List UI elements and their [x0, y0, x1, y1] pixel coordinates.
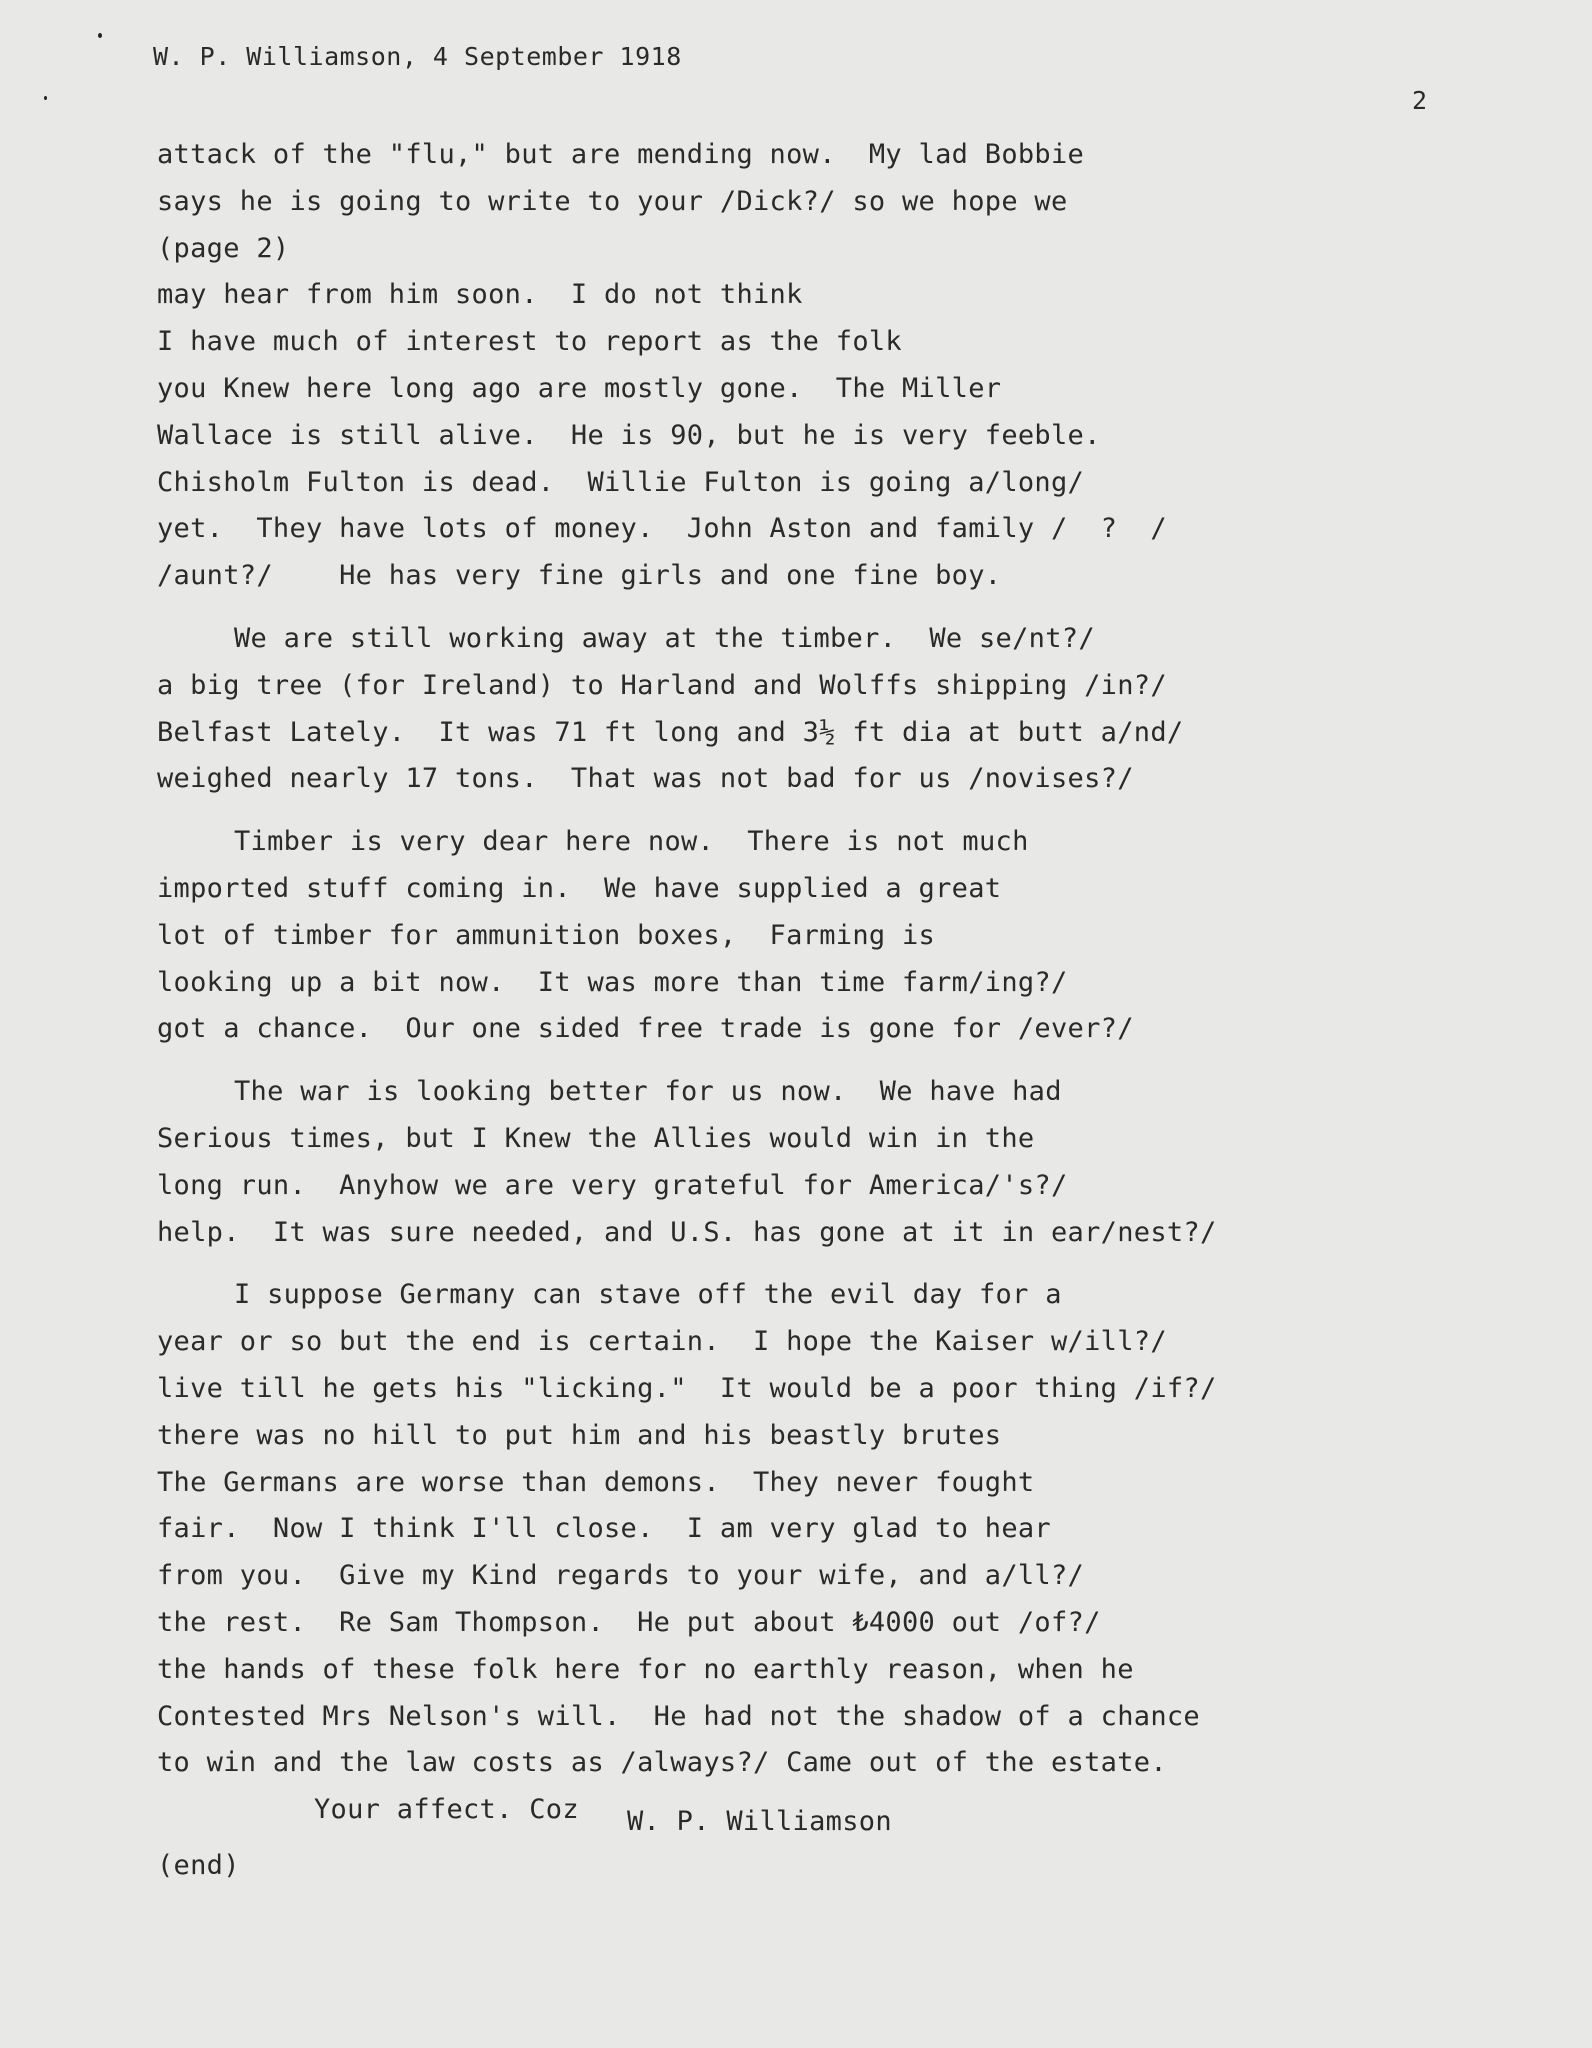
text-line: attack of the "flu," but are mending now. My lad Bobbie [157, 139, 1085, 170]
text-line: Contested Mrs Nelson's will. He had not the shadow of a chance [157, 1700, 1200, 1732]
closing-row [0, 1787, 1217, 1839]
paragraph [157, 616, 1217, 803]
text-line: got a chance. Our one sided free trade is gone for /ever?/ [157, 1013, 1134, 1045]
ink-speck [44, 96, 47, 100]
text-line: long run. Anyhow we are very grateful for America/'s?/ [157, 1169, 1068, 1201]
text-line: from you. Give my Kind regards to your wife, and a/ll?/ [157, 1560, 1085, 1592]
text-line: We are still working away at the timber. We se/nt?/ [234, 622, 1095, 654]
paragraph [157, 1069, 1217, 1256]
text-line: Timber is very dear here now. There is not much [234, 826, 1029, 858]
text-line: The Germans are worse than demons. They never fought [157, 1466, 1035, 1498]
text-line: Serious times, but I Knew the Allies would win in the [157, 1122, 1035, 1154]
text-line: the hands of these folk here for no earthly reason, when he [157, 1653, 1134, 1685]
text-line: help. It was sure needed, and U.S. has gone at it in ear/nest?/ [157, 1216, 1217, 1248]
text-line: year or so but the end is certain. I hope the Kaiser w/ill?/ [157, 1326, 1167, 1358]
text-line: (page 2) [157, 232, 290, 264]
text-line: yet. They have lots of money. John Aston and family / ? / [157, 513, 1167, 545]
text-line: lot of timber for ammunition boxes, Farming is [157, 919, 936, 951]
page-number: 2 [1412, 86, 1428, 115]
text-line: I suppose Germany can stave off the evil day for a [234, 1279, 1062, 1311]
letter-header: W. P. Williamson, 4 September 1918 [153, 42, 682, 71]
closing: Your affect. Coz [314, 1794, 579, 1826]
signature: W. P. Williamson [627, 1806, 892, 1838]
text-line: Belfast Lately. It was 71 ft long and 3½ ft dia at butt a/nd/ [157, 716, 1184, 748]
text-line: looking up a bit now. It was more than time farm/ing?/ [157, 966, 1068, 998]
text-line: you Knew here long ago are mostly gone. The Miller [157, 372, 1002, 404]
text-line: live till he gets his "licking." It would be a poor thing /if?/ [157, 1372, 1217, 1404]
text-line: the rest. Re Sam Thompson. He put about ₺4000 out /of?/ [157, 1606, 1101, 1638]
text-line: says he is going to write to your /Dick?/ so we hope we [157, 185, 1068, 217]
letter-body [157, 132, 1217, 1890]
text-line: fair. Now I think I'll close. I am very glad to hear [157, 1513, 1051, 1545]
paragraph-gap [157, 1256, 1217, 1272]
paragraph [157, 819, 1217, 1053]
text-line: Chisholm Fulton is dead. Willie Fulton is going a/long/ [157, 466, 1085, 498]
paragraph [157, 1272, 1217, 1787]
ink-speck [98, 33, 102, 38]
text-line: may hear from him soon. I do not think [157, 279, 803, 311]
text-line: imported stuff coming in. We have supplied a great [157, 872, 1002, 904]
paragraph-gap [157, 1053, 1217, 1069]
text-line: I have much of interest to report as the folk [157, 326, 902, 358]
paragraph [157, 132, 1217, 600]
text-line: to win and the law costs as /always?/ Came out of the estate. [157, 1747, 1167, 1779]
text-line: a big tree (for Ireland) to Harland and Wolffs shipping /in?/ [157, 669, 1167, 701]
text-line: The war is looking better for us now. We have had [234, 1076, 1062, 1108]
text-line: there was no hill to put him and his beastly brutes [157, 1419, 1002, 1451]
paragraph-gap [157, 803, 1217, 819]
text-line: Wallace is still alive. He is 90, but he is very feeble. [157, 419, 1101, 451]
text-line: weighed nearly 17 tons. That was not bad for us /novises?/ [157, 763, 1134, 795]
paragraph-gap [157, 600, 1217, 616]
text-line: /aunt?/ He has very fine girls and one fine boy. [157, 560, 1002, 592]
end-note: (end) [157, 1850, 240, 1882]
